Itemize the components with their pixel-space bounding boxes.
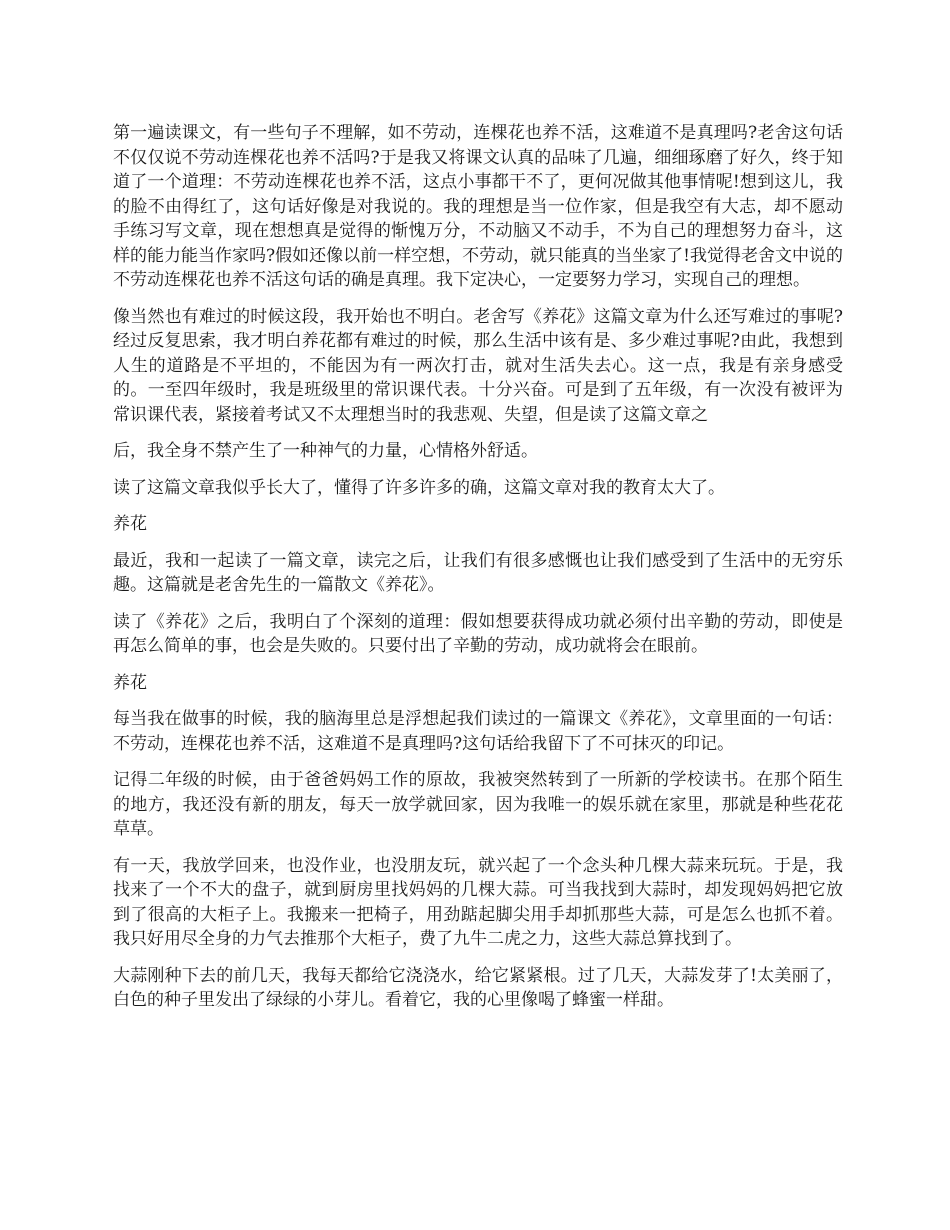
document-page xyxy=(113,121,843,1025)
paragraph-2: 像当然也有难过的时候这段，我开始也不明白。老舍写《养花》这篇文章为什么还写难过的事呢?经过反复思索，我才明白养花都有难过的时候，那么生活中该有是、多少难过事呢?由此，我想到人生的道路是不平坦的，不能因为有一两次打击，就对生活失去心。这一点，我是有亲身感受的。一至四年级时，我是班级里的常识课代表。十分兴奋。可是到了五年级，有一次没有被评为常识课代表，紧接着考试又不太理想当时的我悲观、失望，但是读了这篇文章之 xyxy=(113,306,843,425)
paragraph-5: 最近，我和一起读了一篇文章，读完之后，让我们有很多感慨也让我们感受到了生活中的无穷乐趣。这篇就是老舍先生的一篇散文《养花》。 xyxy=(113,550,843,595)
paragraph-9: 有一天，我放学回来，也没作业，也没朋友玩，就兴起了一个念头种几棵大蒜来玩玩。于是，我找来了一个不大的盘子，就到厨房里找妈妈的几棵大蒜。可当我找到大蒜时，却发现妈妈把它放到了很高的大柜子上。我搬来一把椅子，用劲踮起脚尖用手却抓那些大蒜，可是怎么也抓不着。我只好用尽全身的力气去推那个大柜子，费了九牛二虎之力，这些大蒜总算找到了。 xyxy=(113,855,843,949)
paragraph-1: 第一遍读课文，有一些句子不理解，如不劳动，连棵花也养不活，这难道不是真理吗?老舍这句话不仅仅说不劳动连棵花也养不活吗?于是我又将课文认真的品味了几遍，细细琢磨了好久，终于知道了一个道理：不劳动连棵花也养不活，这点小事都干不了，更何况做其他事情呢!想到这儿，我的脸不由得红了，这句话好像是对我说的。我的理想是当一位作家，但是我空有大志，却不愿动手练习写文章，现在想想真是觉得的惭愧万分，不动脑又不动手，不为自己的理想努力奋斗，这样的能力能当作家吗?假如还像以前一样空想，不劳动，就只能真的当坐家了!我觉得老舍文中说的不劳动连棵花也养不活这句话的确是真理。我下定决心，一定要努力学习，实现自己的理想。 xyxy=(113,123,843,290)
paragraph-3: 后，我全身不禁产生了一种神气的力量，心情格外舒适。 xyxy=(113,441,538,461)
paragraph-7: 每当我在做事的时候，我的脑海里总是浮想起我们读过的一篇课文《养花》，文章里面的一句话：不劳动，连棵花也养不活，这难道不是真理吗?这句话给我留下了不可抹灭的印记。 xyxy=(113,709,843,754)
section-title-1: 养花 xyxy=(113,514,147,534)
paragraph-4: 读了这篇文章我似乎长大了，懂得了许多许多的确，这篇文章对我的教育太大了。 xyxy=(113,477,725,498)
section-title-2: 养花 xyxy=(113,672,147,693)
paragraph-8: 记得二年级的时候，由于爸爸妈妈工作的原故，我被突然转到了一所新的学校读书。在那个陌生的地方，我还没有新的朋友，每天一放学就回家，因为我唯一的娱乐就在家里，那就是种些花花草草。 xyxy=(113,770,843,839)
paragraph-6: 读了《养花》之后，我明白了个深刻的道理：假如想要获得成功就必须付出辛勤的劳动，即使是再怎么简单的事，也会是失败的。只要付出了辛勤的劳动，成功就将会在眼前。 xyxy=(113,611,843,656)
paragraph-10: 大蒜刚种下去的前几天，我每天都给它浇浇水，给它紧紧根。过了几天，大蒜发芽了!太美丽了，白色的种子里发出了绿绿的小芽儿。看着它，我的心里像喝了蜂蜜一样甜。 xyxy=(113,965,843,1010)
